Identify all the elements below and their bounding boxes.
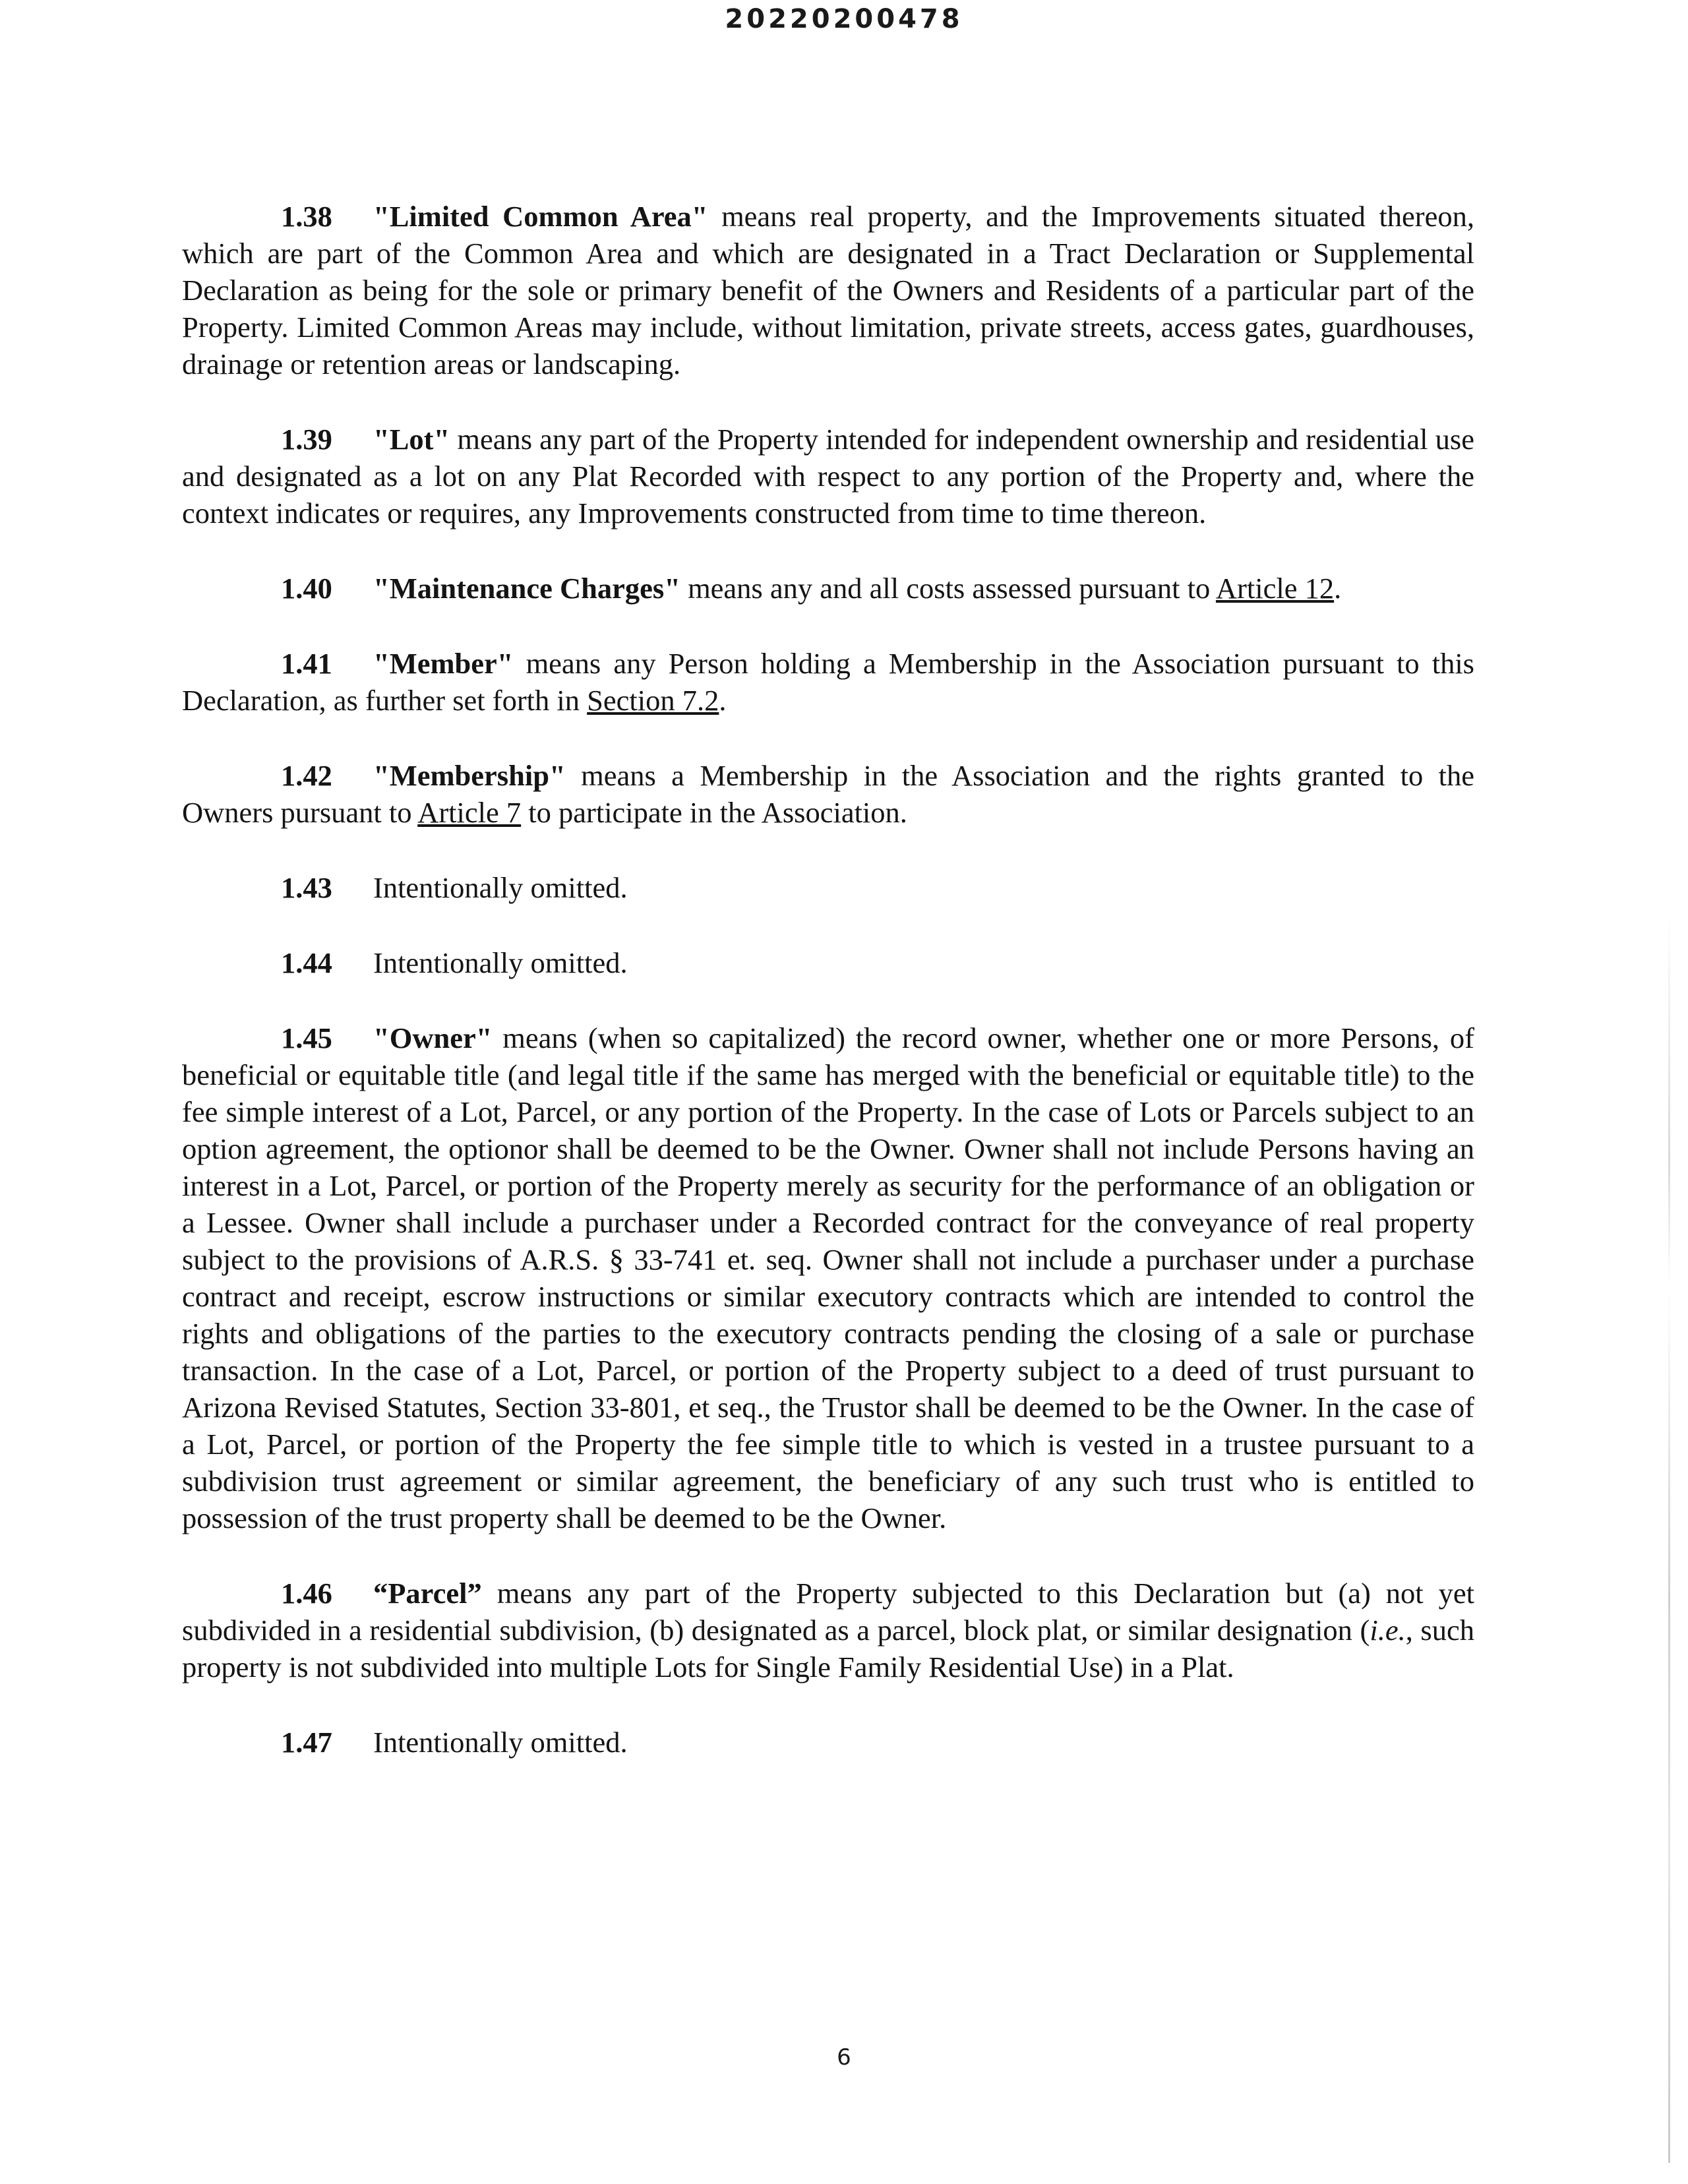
definition-1-42 — [182, 757, 1474, 831]
article-7-reference: Article 7 — [417, 796, 522, 829]
section-number: 1.46 — [281, 1577, 332, 1610]
definition-text: means any and all costs assessed pursuant to — [680, 572, 1216, 605]
section-number: 1.39 — [281, 423, 332, 456]
section-number: 1.38 — [281, 200, 332, 233]
definition-1-47 — [182, 1724, 1474, 1761]
definition-text-end: , such property is not subdivided into multiple Lots for Single Family Residential Use) in a Plat. — [182, 1614, 1474, 1684]
section-7-2-reference: Section 7.2 — [587, 684, 719, 717]
defined-term: "Lot" — [373, 423, 450, 456]
section-number: 1.45 — [281, 1021, 332, 1054]
definition-1-41 — [182, 645, 1474, 719]
definition-text: Intentionally omitted. — [373, 946, 628, 979]
section-number: 1.42 — [281, 759, 332, 792]
defined-term: "Maintenance Charges" — [373, 572, 680, 605]
section-number: 1.41 — [281, 647, 332, 680]
article-12-reference: Article 12 — [1215, 572, 1335, 605]
definition-1-45 — [182, 1019, 1474, 1536]
definition-1-38 — [182, 198, 1474, 382]
definition-1-46 — [182, 1575, 1474, 1685]
definition-text: Intentionally omitted. — [373, 1726, 628, 1759]
definition-text: means any part of the Property intended for independent ownership and residential use and designated as a lot on any Plat Recorded with respect to any portion of the Property and, where the context indicates or requires, any Improvements constructed from time to time thereon. — [182, 423, 1474, 530]
defined-term: “Parcel” — [373, 1577, 482, 1610]
document-number: 20220200478 — [725, 4, 963, 34]
defined-term: "Limited Common Area" — [373, 200, 708, 233]
section-number: 1.44 — [281, 946, 332, 979]
document-body — [182, 198, 1474, 1761]
scan-edge-line — [1668, 910, 1670, 2163]
emphasis-ie: i.e. — [1370, 1614, 1406, 1647]
definition-1-39 — [182, 421, 1474, 531]
defined-term: "Member" — [373, 647, 514, 680]
definition-text: means any Person holding a Membership in the Association pursuant to this Declaration, as further set forth in — [182, 647, 1474, 717]
definition-text: means any part of the Property subjected to this Declaration but (a) not yet subdivided in a residential subdivision, (b) designated as a parcel, block plat, or similar designation ( — [182, 1577, 1474, 1647]
definition-text: means (when so capitalized) the record owner, whether one or more Persons, of beneficial or equitable title (and legal title if the same has merged with the beneficial or equitable title) to the fee simple interest of a Lot, Parcel, or any portion of the Property. In the case of Lots or Parcels subject to an option agreement, the optionor shall be deemed to be the Owner. Owner shall not include Persons having an interest in a Lot, Parcel, or portion of the Property merely as security for the performance of an obligation or a Lessee. Owner shall include a purchaser under a Recorded contract for the conveyance of real property subject to the provisions of A.R.S. § 33-741 et. seq. Owner shall not include a purchaser under a purchase contract and receipt, escrow instructions or similar executory contracts which are intended to control the rights and obligations of the parties to the executory contracts pending the closing of a sale or purchase transaction. In the case of a Lot, Parcel, or portion of the Property subject to a deed of trust pursuant to Arizona Revised Statutes, Section 33-801, et seq., the Trustor shall be deemed to be the Owner. In the case of a Lot, Parcel, or portion of the Property the fee simple title to which is vested in a trustee pursuant to a subdivision trust agreement or similar agreement, the beneficiary of any such trust who is entitled to possession of the trust property shall be deemed to be the Owner. — [182, 1021, 1474, 1534]
definition-text-end: . — [719, 684, 727, 717]
definition-1-40 — [182, 570, 1474, 607]
definition-text: means real property, and the Improvements situated thereon, which are part of the Common Area and which are designated in a Tract Declaration or Supplemental Declaration as being for the sole or primary benefit of the Owners and Residents of a particular part of the Property. Limited Common Areas may include, without limitation, private streets, access gates, guardhouses, drainage or retention areas or landscaping. — [182, 200, 1475, 380]
defined-term: "Membership" — [373, 759, 566, 792]
definition-1-44 — [182, 944, 1474, 981]
section-number: 1.47 — [281, 1726, 332, 1759]
definition-text: means a Membership in the Association and the rights granted to the Owners pursuant to — [182, 759, 1474, 829]
defined-term: "Owner" — [373, 1021, 493, 1054]
definition-1-43 — [182, 869, 1474, 906]
section-number: 1.40 — [281, 572, 332, 605]
definition-text-end: to participate in the Association. — [521, 796, 907, 829]
definition-text-end: . — [1334, 572, 1342, 605]
page-number: 6 — [837, 2044, 851, 2071]
section-number: 1.43 — [281, 871, 332, 904]
definition-text: Intentionally omitted. — [373, 871, 628, 904]
